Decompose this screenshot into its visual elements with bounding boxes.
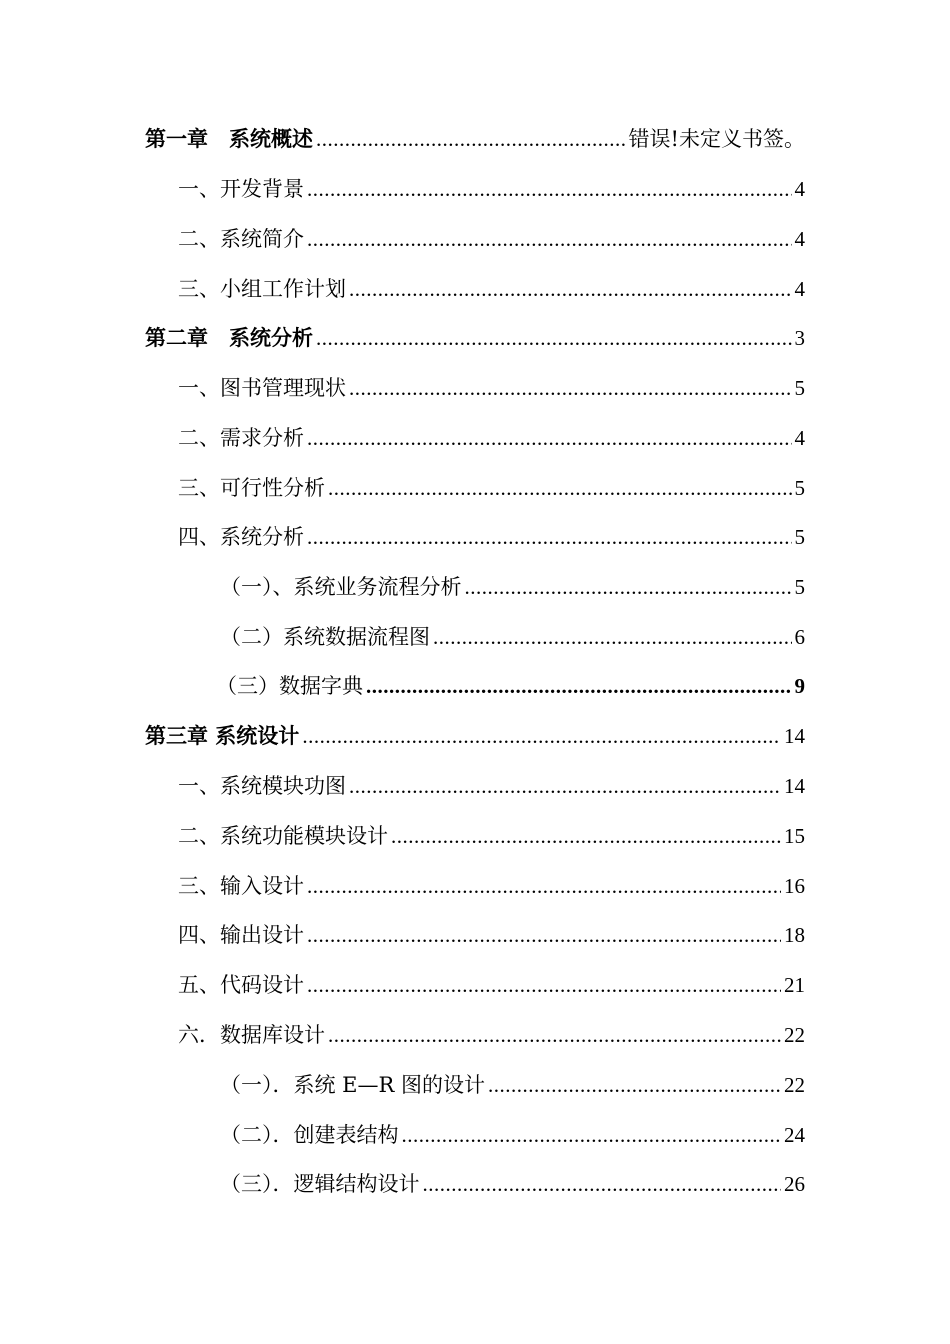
toc-entry-page: 5 [794, 525, 805, 549]
toc-entry-page: 14 [784, 724, 805, 748]
toc-entry-label: （三）数据字典 [216, 674, 363, 698]
toc-entry-page: 5 [794, 376, 805, 400]
toc-entry-page: 错误!未定义书签。 [628, 127, 805, 151]
toc-leader-dots [423, 1171, 782, 1197]
toc-entry-label: （三）．逻辑结构设计 [220, 1172, 420, 1196]
toc-entry[interactable] [178, 268, 805, 302]
toc-entry-label: 一、开发背景 [178, 177, 304, 201]
toc-entry-page: 24 [784, 1123, 805, 1147]
toc-entry[interactable] [178, 865, 805, 899]
toc-entry[interactable] [220, 1163, 805, 1197]
toc-entry-page: 16 [784, 874, 805, 898]
toc-entry-page: 26 [784, 1172, 805, 1196]
toc-leader-dots [328, 475, 792, 501]
toc-entry[interactable] [178, 815, 805, 849]
toc-entry-label: （一）、系统业务流程分析 [220, 575, 462, 599]
toc-leader-dots [488, 1072, 781, 1098]
toc-entry-page: 4 [794, 426, 805, 450]
toc-entry[interactable] [178, 914, 805, 948]
toc-entry-label: 四、系统分析 [178, 525, 304, 549]
toc-entry-label: 三、小组工作计划 [178, 277, 346, 301]
toc-entry-label: 一、图书管理现状 [178, 376, 346, 400]
toc-entry-page: 18 [784, 923, 805, 947]
toc-leader-dots [465, 574, 792, 600]
toc-entry-label: 第二章 系统分析 [145, 325, 313, 350]
toc-entry-label: （二）．创建表结构 [220, 1123, 399, 1147]
toc-entry-page: 4 [794, 177, 805, 201]
toc-entry[interactable] [220, 566, 805, 600]
toc-entry-label: （二）系统数据流程图 [220, 625, 430, 649]
toc-leader-dots [328, 1022, 781, 1048]
toc-leader-dots [307, 972, 781, 998]
toc-entry-label: 三、可行性分析 [178, 476, 325, 500]
toc-entry-label: 六．数据库设计 [178, 1023, 325, 1047]
toc-entry-page: 5 [794, 476, 805, 500]
toc-leader-dots [316, 325, 792, 351]
toc-leader-dots [391, 823, 781, 849]
toc-entry-page: 4 [794, 227, 805, 251]
toc-entry-label: 二、系统简介 [178, 227, 304, 251]
toc-leader-dots [349, 276, 792, 302]
toc-entry[interactable] [178, 1014, 805, 1048]
toc-entry-label: 三、输入设计 [178, 874, 304, 898]
toc-entry-chapter-1[interactable] [145, 118, 805, 152]
toc-leader-dots [349, 773, 781, 799]
toc-entry-label: 五、代码设计 [178, 973, 304, 997]
toc-leader-dots [307, 873, 781, 899]
toc-entry-label: 四、输出设计 [178, 923, 304, 947]
toc-entry-page: 6 [794, 625, 805, 649]
toc-leader-dots [316, 126, 626, 152]
toc-entry[interactable] [220, 1114, 805, 1148]
toc-entry-page: 14 [784, 774, 805, 798]
toc-leader-dots [307, 524, 792, 550]
toc-entry-chapter-3[interactable] [145, 715, 805, 749]
toc-entry-label: 第三章 系统设计 [145, 723, 300, 748]
toc-entry[interactable] [178, 516, 805, 550]
toc-entry[interactable] [220, 616, 805, 650]
toc-entry-page: 15 [784, 824, 805, 848]
toc-entry[interactable] [178, 467, 805, 501]
toc-entry-page: 21 [784, 973, 805, 997]
toc-entry-page: 22 [784, 1023, 805, 1047]
toc-leader-dots [366, 673, 792, 699]
toc-entry-label: 一、系统模块功图 [178, 774, 346, 798]
toc-entry[interactable] [178, 168, 805, 202]
toc-leader-dots [433, 624, 792, 650]
toc-entry-label: （一）．系统 E—R 图的设计 [220, 1073, 485, 1097]
toc-entry-page: 4 [794, 277, 805, 301]
toc-leader-dots [307, 176, 792, 202]
toc-leader-dots [307, 226, 792, 252]
toc-leader-dots [307, 425, 792, 451]
toc-entry[interactable] [220, 1064, 805, 1098]
toc-entry-label: 二、系统功能模块设计 [178, 824, 388, 848]
toc-entry-page: 5 [794, 575, 805, 599]
toc-entry[interactable] [216, 665, 805, 699]
toc-entry-label: 第一章 系统概述 [145, 126, 313, 151]
toc-leader-dots [307, 922, 781, 948]
toc-entry[interactable] [178, 765, 805, 799]
toc-leader-dots [402, 1122, 782, 1148]
toc-entry-chapter-2[interactable] [145, 317, 805, 351]
toc-entry[interactable] [178, 367, 805, 401]
toc-entry-page: 9 [794, 674, 805, 698]
toc-entry-page: 3 [794, 326, 805, 350]
toc-leader-dots [349, 375, 792, 401]
toc-leader-dots [302, 723, 781, 749]
toc-entry[interactable] [178, 964, 805, 998]
toc-entry[interactable] [178, 417, 805, 451]
toc-entry[interactable] [178, 218, 805, 252]
toc-entry-page: 22 [784, 1073, 805, 1097]
toc-entry-label: 二、需求分析 [178, 426, 304, 450]
